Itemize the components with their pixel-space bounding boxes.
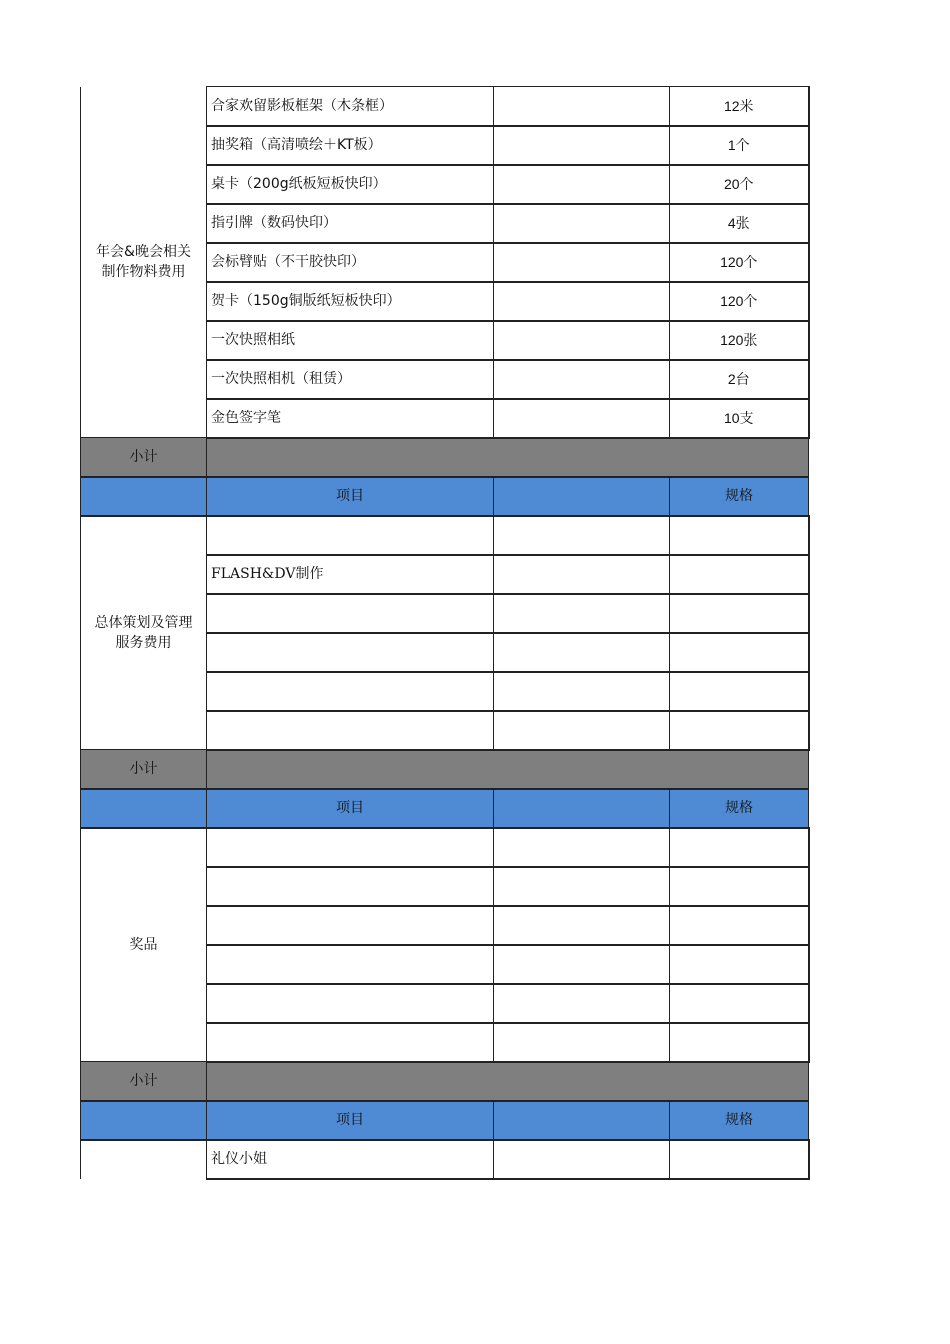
subtotal-row xyxy=(81,1062,809,1101)
subtotal-row xyxy=(81,750,809,789)
item-name[interactable] xyxy=(207,945,494,984)
empty-cell[interactable] xyxy=(494,633,670,672)
header-empty-cell xyxy=(81,477,207,516)
item-name[interactable]: 指引牌（数码快印） xyxy=(207,204,494,243)
empty-cell[interactable] xyxy=(494,243,670,282)
empty-cell[interactable] xyxy=(494,1023,670,1062)
empty-cell[interactable] xyxy=(494,1140,670,1179)
empty-cell[interactable] xyxy=(494,906,670,945)
category-label: 奖品 xyxy=(129,936,158,953)
empty-cell[interactable] xyxy=(494,204,670,243)
empty-cell[interactable] xyxy=(494,984,670,1023)
item-name[interactable] xyxy=(207,867,494,906)
table-row xyxy=(81,516,809,555)
item-name[interactable]: 金色签字笔 xyxy=(207,399,494,438)
item-name[interactable] xyxy=(207,594,494,633)
category-cell-prizes xyxy=(81,828,207,1062)
empty-cell[interactable] xyxy=(494,282,670,321)
item-name[interactable]: 贺卡（150g铜版纸短板快印） xyxy=(207,282,494,321)
empty-cell[interactable] xyxy=(494,360,670,399)
item-spec[interactable] xyxy=(670,672,809,711)
subtotal-label: 小计 xyxy=(81,438,207,477)
item-spec[interactable] xyxy=(670,555,809,594)
item-spec[interactable]: 12米 xyxy=(670,87,809,126)
empty-cell[interactable] xyxy=(494,321,670,360)
item-spec[interactable] xyxy=(670,984,809,1023)
empty-cell[interactable] xyxy=(494,672,670,711)
header-item: 项目 xyxy=(207,789,494,828)
header-item: 项目 xyxy=(207,477,494,516)
empty-cell[interactable] xyxy=(494,828,670,867)
subtotal-row xyxy=(81,438,809,477)
header-empty-cell xyxy=(494,789,670,828)
header-spec: 规格 xyxy=(670,1101,809,1140)
empty-cell[interactable] xyxy=(494,516,670,555)
budget-table xyxy=(80,86,810,1180)
item-spec[interactable]: 120个 xyxy=(670,243,809,282)
item-spec[interactable] xyxy=(670,828,809,867)
item-spec[interactable] xyxy=(670,1140,809,1179)
empty-cell[interactable] xyxy=(494,594,670,633)
header-empty-cell xyxy=(494,1101,670,1140)
empty-cell[interactable] xyxy=(494,555,670,594)
item-name[interactable] xyxy=(207,711,494,750)
empty-cell[interactable] xyxy=(494,87,670,126)
item-spec[interactable] xyxy=(670,633,809,672)
empty-cell[interactable] xyxy=(494,945,670,984)
category-label: 总体策划及管理 xyxy=(94,614,193,631)
item-spec[interactable]: 4张 xyxy=(670,204,809,243)
item-spec[interactable]: 20个 xyxy=(670,165,809,204)
category-label: 年会&晚会相关 xyxy=(96,243,191,260)
subtotal-value[interactable] xyxy=(207,1062,809,1101)
item-spec[interactable] xyxy=(670,867,809,906)
header-row xyxy=(81,477,809,516)
header-row xyxy=(81,1101,809,1140)
item-name[interactable] xyxy=(207,1023,494,1062)
item-spec[interactable]: 120张 xyxy=(670,321,809,360)
item-spec[interactable]: 2台 xyxy=(670,360,809,399)
item-name[interactable]: 桌卡（200g纸板短板快印） xyxy=(207,165,494,204)
item-name[interactable]: 一次快照相纸 xyxy=(207,321,494,360)
item-spec[interactable]: 120个 xyxy=(670,282,809,321)
table-row xyxy=(81,1140,809,1179)
subtotal-value[interactable] xyxy=(207,438,809,477)
item-spec[interactable] xyxy=(670,711,809,750)
table-row xyxy=(81,828,809,867)
item-spec[interactable] xyxy=(670,906,809,945)
item-spec[interactable] xyxy=(670,594,809,633)
item-spec[interactable] xyxy=(670,1023,809,1062)
item-name[interactable] xyxy=(207,828,494,867)
item-name[interactable]: 一次快照相机（租赁） xyxy=(207,360,494,399)
header-item: 项目 xyxy=(207,1101,494,1140)
category-cell-materials xyxy=(81,87,207,438)
category-label: 制作物料费用 xyxy=(101,263,186,280)
item-spec[interactable]: 1个 xyxy=(670,126,809,165)
item-name[interactable]: 抽奖箱（高清喷绘＋KT板） xyxy=(207,126,494,165)
item-name[interactable] xyxy=(207,516,494,555)
header-empty-cell xyxy=(494,477,670,516)
item-name[interactable] xyxy=(207,984,494,1023)
subtotal-label: 小计 xyxy=(81,750,207,789)
item-name[interactable]: 合家欢留影板框架（木条框） xyxy=(207,87,494,126)
table-row xyxy=(81,87,809,126)
header-spec: 规格 xyxy=(670,789,809,828)
category-label: 服务费用 xyxy=(115,634,172,651)
item-spec[interactable] xyxy=(670,516,809,555)
subtotal-label: 小计 xyxy=(81,1062,207,1101)
empty-cell[interactable] xyxy=(494,867,670,906)
item-spec[interactable]: 10支 xyxy=(670,399,809,438)
header-spec: 规格 xyxy=(670,477,809,516)
item-name[interactable] xyxy=(207,672,494,711)
item-name[interactable]: 会标臂贴（不干胶快印） xyxy=(207,243,494,282)
item-name[interactable]: FLASH&DV制作 xyxy=(207,555,494,594)
category-cell-staff xyxy=(81,1140,207,1179)
empty-cell[interactable] xyxy=(494,399,670,438)
header-empty-cell xyxy=(81,1101,207,1140)
header-row xyxy=(81,789,809,828)
item-name[interactable] xyxy=(207,633,494,672)
item-name[interactable]: 礼仪小姐 xyxy=(207,1140,494,1179)
item-spec[interactable] xyxy=(670,945,809,984)
header-empty-cell xyxy=(81,789,207,828)
subtotal-value[interactable] xyxy=(207,750,809,789)
category-cell-planning xyxy=(81,516,207,750)
empty-cell[interactable] xyxy=(494,711,670,750)
item-name[interactable] xyxy=(207,906,494,945)
empty-cell[interactable] xyxy=(494,165,670,204)
empty-cell[interactable] xyxy=(494,126,670,165)
